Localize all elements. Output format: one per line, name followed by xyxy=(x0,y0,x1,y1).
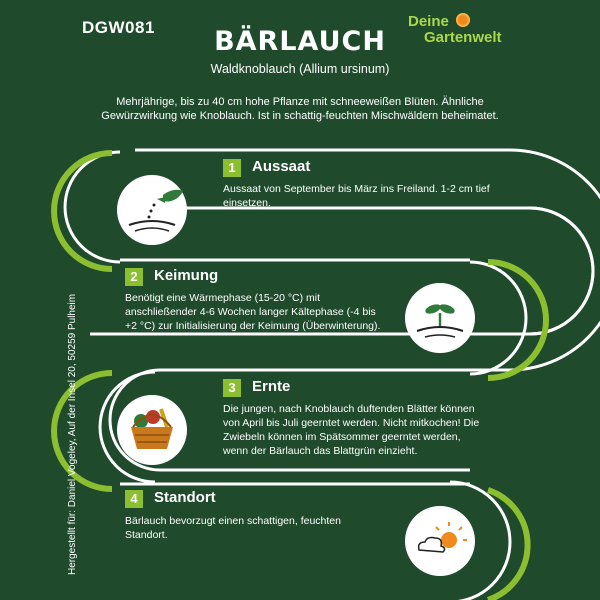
harvest-basket-icon xyxy=(117,395,187,465)
page-title: BÄRLAUCH xyxy=(214,26,386,57)
seed-sowing-icon xyxy=(117,175,187,245)
brand-line1: Deine xyxy=(408,13,449,30)
product-code: DGW081 xyxy=(82,18,155,37)
step1-image xyxy=(117,175,187,245)
step1-title: Aussaat xyxy=(252,158,311,175)
step4-text: Bärlauch bevorzugt einen schattigen, feuchten Standort. xyxy=(125,515,341,541)
step1-number: 1 xyxy=(223,159,241,177)
page-subtitle: Waldknoblauch (Allium ursinum) xyxy=(210,62,390,76)
step4-number: 4 xyxy=(125,490,143,508)
step1-text: Aussaat von September bis März ins Freiland. 1-2 cm tief einsetzen. xyxy=(223,183,490,209)
step2-text: Benötigt eine Wärmephase (15-20 °C) mit anschließender 4-6 Wochen langer Kältephase (-4 bis +2 °C) zur Initialisierung der Keimung (Überwinterung). xyxy=(125,292,381,332)
step4-title: Standort xyxy=(154,489,216,506)
manufacturer-note: Hergestellt für: Daniel Vogeley, Auf der Insel 20, 50259 Pulheim xyxy=(67,293,78,575)
step2-number: 2 xyxy=(125,268,143,286)
step2-image xyxy=(405,283,475,353)
step3-number: 3 xyxy=(223,379,241,397)
sun-cloud-icon xyxy=(405,506,475,576)
step3-image xyxy=(117,395,187,465)
step2-title: Keimung xyxy=(154,267,219,284)
step3-text: Die jungen, nach Knoblauch duftenden Blätter können von April bis Juli geerntet werden. Nicht mitkochen! Die Zwiebeln können im Spätsommer geerntet werden, wenn der Bärlauch das Blattgrün einzieht. xyxy=(223,403,480,457)
brand-line2: Gartenwelt xyxy=(424,29,502,46)
step4-image xyxy=(405,506,475,576)
intro-text: Mehrjährige, bis zu 40 cm hohe Pflanze mit schneeweißen Blüten. Ähnliche Gewürzwirkung wie Knoblauch. Ist in schattig-feuchten Mischwäldern beheimatet. xyxy=(101,96,499,122)
flower-icon xyxy=(456,13,470,27)
sprout-icon xyxy=(405,283,475,353)
step3-title: Ernte xyxy=(252,378,291,395)
